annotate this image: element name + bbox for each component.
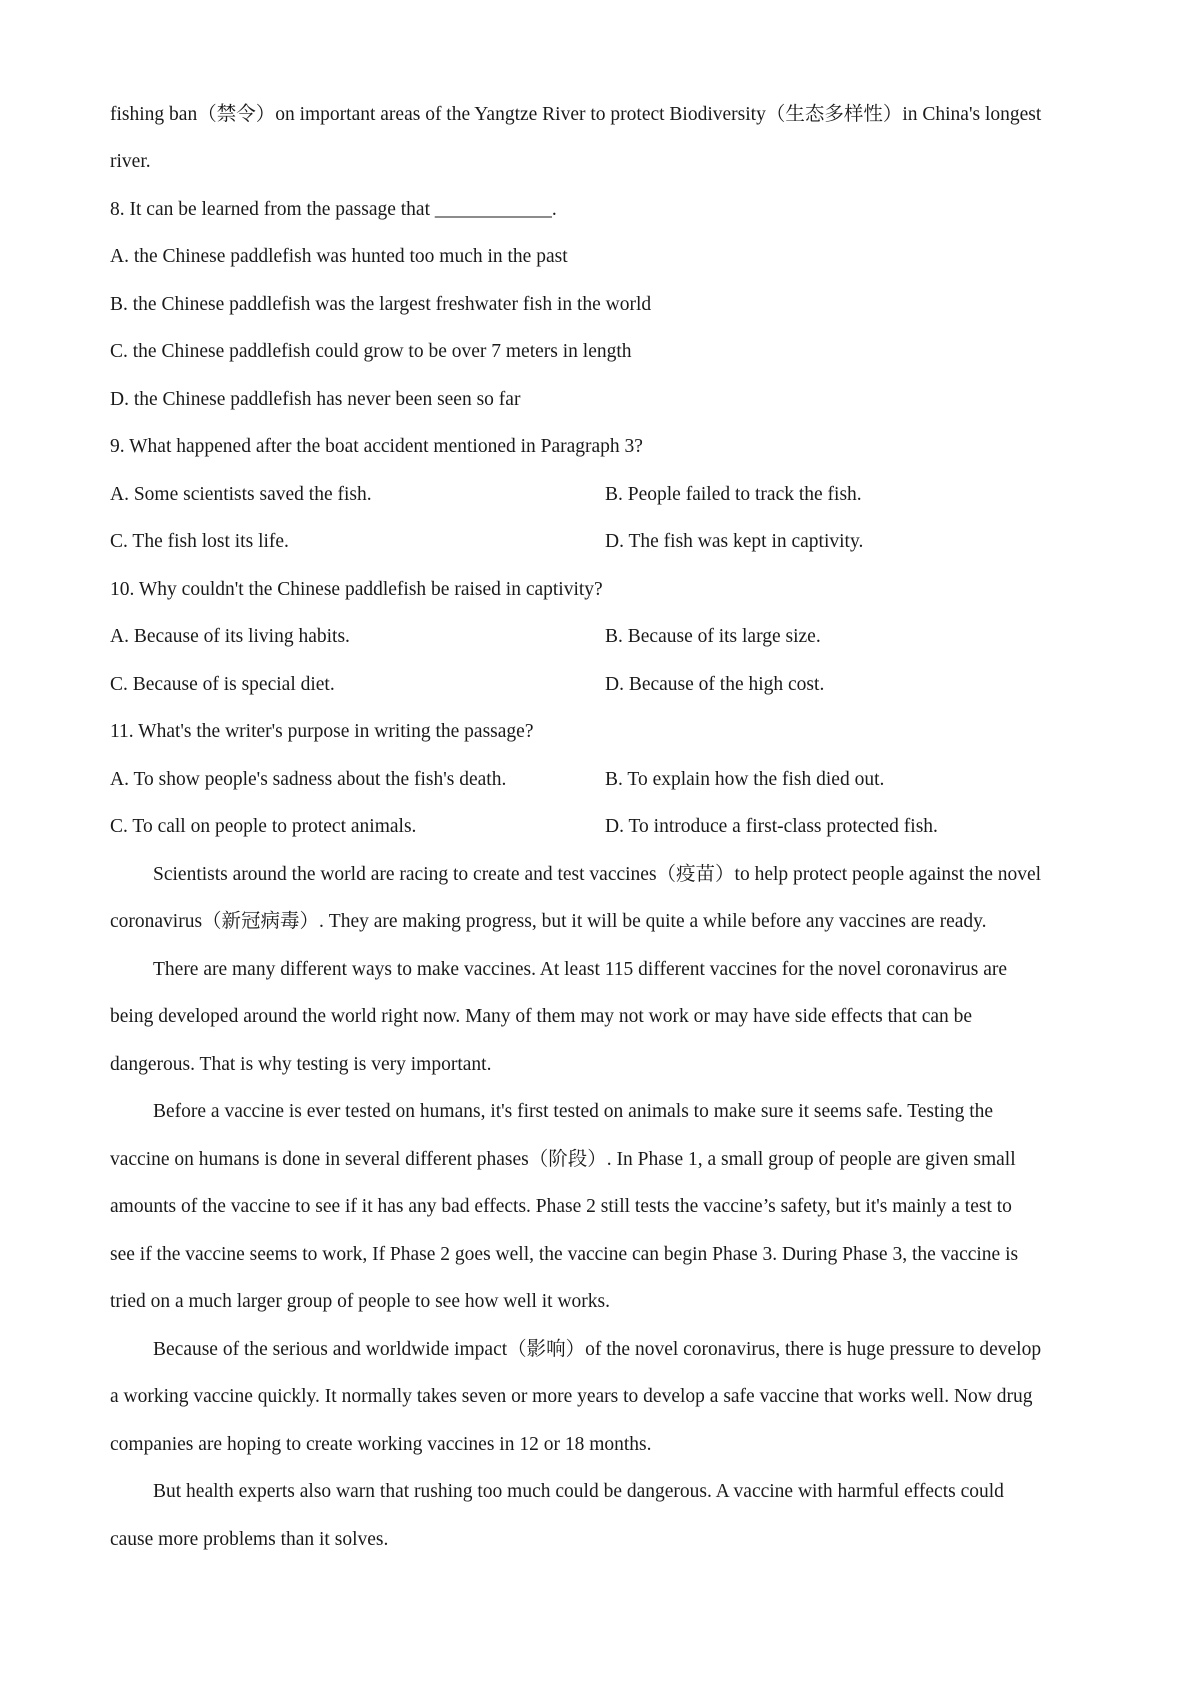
question-10-option-d: D. Because of the high cost. [605, 674, 825, 695]
passage-c-paragraph-5-line: But health experts also warn that rushing too much could be dangerous. A vaccine with harmful effects could [153, 1481, 1004, 1502]
question-10-option-a: A. Because of its living habits. [110, 626, 350, 647]
question-8-option-b: B. the Chinese paddlefish was the largest freshwater fish in the world [110, 294, 652, 315]
passage-c-paragraph-2-line: being developed around the world right now. Many of them may not work or may have side effects that can be [110, 1006, 973, 1027]
question-stem-11: 11. What's the writer's purpose in writing the passage? [110, 721, 534, 742]
question-stem-8: 8. It can be learned from the passage that ____________. [110, 199, 557, 220]
passage-c-paragraph-5-line: cause more problems than it solves. [110, 1529, 389, 1550]
passage-text-line: river. [110, 151, 151, 172]
question-11-option-b: B. To explain how the fish died out. [605, 769, 885, 790]
question-9-option-b: B. People failed to track the fish. [605, 484, 862, 505]
passage-c-paragraph-3-line: vaccine on humans is done in several different phases（阶段）. In Phase 1, a small group of people are given small [110, 1149, 1016, 1170]
question-11-option-a: A. To show people's sadness about the fish's death. [110, 769, 507, 790]
question-8-option-c: C. the Chinese paddlefish could grow to be over 7 meters in length [110, 341, 632, 362]
question-stem-9: 9. What happened after the boat accident mentioned in Paragraph 3? [110, 436, 643, 457]
question-9-option-a: A. Some scientists saved the fish. [110, 484, 372, 505]
passage-c-paragraph-2-line: There are many different ways to make vaccines. At least 115 different vaccines for the novel coronavirus are [153, 959, 1008, 980]
passage-c-paragraph-1-line: coronavirus（新冠病毒）. They are making progress, but it will be quite a while before any vaccines are ready. [110, 911, 987, 932]
question-8-option-d: D. the Chinese paddlefish has never been seen so far [110, 389, 521, 410]
passage-c-paragraph-2-line: dangerous. That is why testing is very important. [110, 1054, 492, 1075]
passage-c-paragraph-4-line: Because of the serious and worldwide impact（影响）of the novel coronavirus, there is huge pressure to develop [153, 1339, 1042, 1360]
passage-c-paragraph-3-line: Before a vaccine is ever tested on humans, it's first tested on animals to make sure it seems safe. Testing the [153, 1101, 994, 1122]
passage-c-paragraph-3-line: amounts of the vaccine to see if it has any bad effects. Phase 2 still tests the vaccine’s safety, but it's mainly a test to [110, 1196, 1012, 1217]
question-stem-10: 10. Why couldn't the Chinese paddlefish be raised in captivity? [110, 579, 603, 600]
passage-c-paragraph-4-line: a working vaccine quickly. It normally takes seven or more years to develop a safe vaccine that works well. Now drug [110, 1386, 1033, 1407]
question-9-option-c: C. The fish lost its life. [110, 531, 289, 552]
passage-text-line: fishing ban（禁令）on important areas of the Yangtze River to protect Biodiversity（生态多样性）in China's longest [110, 104, 1042, 125]
question-9-option-d: D. The fish was kept in captivity. [605, 531, 864, 552]
question-8-option-a: A. the Chinese paddlefish was hunted too much in the past [110, 246, 568, 267]
question-10-option-b: B. Because of its large size. [605, 626, 821, 647]
question-11-option-d: D. To introduce a first-class protected fish. [605, 816, 938, 837]
passage-c-paragraph-3-line: tried on a much larger group of people to see how well it works. [110, 1291, 611, 1312]
passage-c-paragraph-1-line: Scientists around the world are racing to create and test vaccines（疫苗）to help protect people against the novel [153, 864, 1042, 885]
passage-c-paragraph-4-line: companies are hoping to create working vaccines in 12 or 18 months. [110, 1434, 652, 1455]
question-10-option-c: C. Because of is special diet. [110, 674, 335, 695]
question-11-option-c: C. To call on people to protect animals. [110, 816, 417, 837]
passage-c-paragraph-3-line: see if the vaccine seems to work, If Phase 2 goes well, the vaccine can begin Phase 3. During Phase 3, the vaccine is [110, 1244, 1019, 1265]
